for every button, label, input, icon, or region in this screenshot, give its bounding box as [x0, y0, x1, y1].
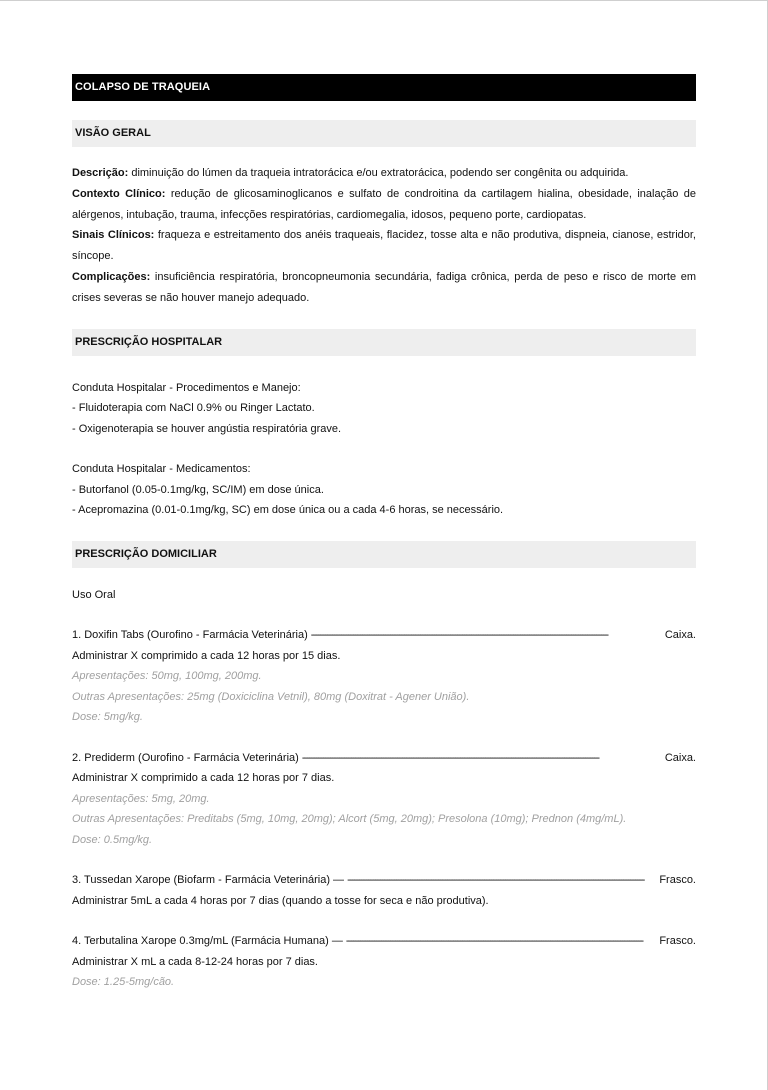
prescription-item-instruction: Administrar X comprimido a cada 12 horas por 15 dias. [72, 649, 341, 662]
prescription-item-note: Apresentações: 50mg, 100mg, 200mg. [72, 670, 262, 683]
prescription-item-note: Outras Apresentações: 25mg (Doxiciclina Vetnil), 80mg (Doxitrat - Agener União). [72, 690, 470, 703]
prescription-item-note: Dose: 0.5mg/kg. [72, 833, 153, 846]
overview-clinical-signs-text: fraqueza e estreitamento dos anéis traqueais, flacidez, tosse alta e não produtiva, dispneia, cianose, estridor, síncope. [72, 229, 696, 263]
hospital-procedure-item: - Oxigenoterapia se houver angústia respiratória grave. [72, 422, 342, 435]
prescription-item-name: 4. Terbutalina Xarope 0.3mg/mL (Farmácia Humana) — [72, 935, 343, 948]
prescription-item [72, 748, 696, 851]
overview-clinical-context-text: redução de glicosaminoglicanos e sulfato de condroitina da cartilagem hialina, obesidade, inalação de alérgenos, intubação, trauma, infecções respiratórias, cardiomegalia, idosos, pequeno porte, cardiopatas. [72, 187, 696, 221]
prescription-item-unit: Frasco. [659, 874, 696, 887]
overview-description [72, 163, 696, 184]
overview-clinical-context-label: Contexto Clínico: [72, 187, 166, 200]
hospital-procedure-item: - Fluidoterapia com NaCl 0.9% ou Ringer Lactato. [72, 402, 315, 415]
document-title: COLAPSO DE TRAQUEIA [72, 74, 696, 101]
overview-complications-label: Complicações: [72, 270, 151, 283]
document-content [72, 74, 696, 993]
leader-dashes [347, 870, 656, 891]
hospital-procedures-title: Conduta Hospitalar - Procedimentos e Manejo: [72, 381, 301, 394]
overview-complications [72, 267, 696, 309]
leader-dashes [311, 625, 662, 646]
prescription-item-note: Dose: 5mg/kg. [72, 711, 143, 724]
prescription-item-unit: Frasco. [659, 935, 696, 948]
overview-description-text: diminuição do lúmen da traqueia intratorácica e/ou extratorácica, podendo ser congênita ou adquirida. [128, 167, 629, 179]
overview-complications-text: insuficiência respiratória, broncopneumonia secundária, fadiga crônica, perda de peso e risco de morte em crises severas se não houver manejo adequado. [72, 270, 696, 304]
hospital-med-item: - Acepromazina (0.01-0.1mg/kg, SC) em dose única ou a cada 4-6 horas, se necessário. [72, 504, 504, 517]
prescription-item-note: Outras Apresentações: Preditabs (5mg, 10mg, 20mg); Alcort (5mg, 20mg); Presolona (10mg); Prednon (4mg/mL). [72, 813, 627, 826]
home-route: Uso Oral [72, 588, 116, 601]
prescription-item-header [72, 931, 696, 952]
leader-dashes [302, 748, 662, 769]
prescription-item-instruction: Administrar 5mL a cada 4 horas por 7 dias (quando a tosse for seca e não produtiva). [72, 894, 489, 907]
hospital-med-item: - Butorfanol (0.05-0.1mg/kg, SC/IM) em dose única. [72, 483, 324, 496]
section-heading-home: PRESCRIÇÃO DOMICILIAR [72, 541, 696, 568]
prescription-item-name: 2. Prediderm (Ourofino - Farmácia Veterinária) [72, 751, 299, 764]
prescription-item-unit: Caixa. [664, 751, 696, 764]
prescription-item-header [72, 625, 696, 646]
section-heading-hospital: PRESCRIÇÃO HOSPITALAR [72, 329, 696, 356]
prescription-item [72, 931, 696, 993]
hospital-meds-title: Conduta Hospitalar - Medicamentos: [72, 463, 251, 476]
leader-dashes [346, 931, 656, 952]
overview-clinical-signs-label: Sinais Clínicos: [72, 229, 155, 242]
overview-block [72, 163, 696, 309]
prescription-item-header [72, 870, 696, 891]
prescription-item-name: 1. Doxifin Tabs (Ourofino - Farmácia Veterinária) [72, 629, 308, 642]
hospital-block [72, 378, 696, 521]
prescription-item-header [72, 748, 696, 769]
home-block [72, 585, 696, 993]
overview-clinical-signs [72, 225, 696, 267]
prescription-item-name: 3. Tussedan Xarope (Biofarm - Farmácia Veterinária) — [72, 874, 345, 887]
prescription-item-unit: Caixa. [664, 629, 696, 642]
prescription-item-note: Apresentações: 5mg, 20mg. [72, 792, 210, 805]
prescription-item [72, 625, 696, 728]
section-heading-overview: VISÃO GERAL [72, 120, 696, 147]
prescription-item-instruction: Administrar X comprimido a cada 12 horas por 7 dias. [72, 772, 335, 785]
prescription-item [72, 870, 696, 911]
overview-description-label: Descrição: [72, 167, 129, 179]
prescription-item-note: Dose: 1.25-5mg/cão. [72, 976, 175, 989]
prescription-item-instruction: Administrar X mL a cada 8-12-24 horas por 7 dias. [72, 955, 318, 968]
overview-clinical-context [72, 184, 696, 226]
